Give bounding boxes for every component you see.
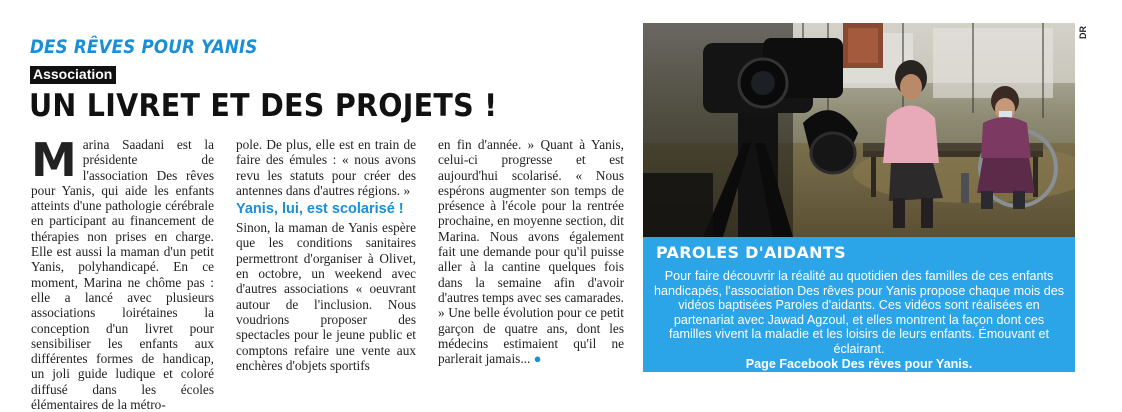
article-column-3 [438, 137, 624, 366]
column-3-text [438, 137, 624, 366]
article-kicker: DES RÊVES POUR YANIS [30, 36, 258, 58]
drop-cap: M [31, 133, 77, 187]
column-1-text: arina Saadani est la présidente de l'association Des rêves pour Yanis, qui aide les enfants atteints d'une pathologie cérébrale en participant au financement de thérapies non prises en charge. Elle est aussi la maman d'un petit Yanis, polyhandicapé. En ce moment, Marina ne chôme pas : elle a lancé avec plusieurs associations loirétaines la conception d'un livret pour sensibiliser les enfants aux différentes formes de handicap, un joli guide ludique et coloré diffusé dans les écoles élémentaires de la métro- [31, 137, 214, 412]
facebook-page-link[interactable]: Page Facebook Des rêves pour Yanis. [745, 356, 973, 371]
section-tag: Association [30, 66, 116, 84]
photo-illustration [643, 23, 1075, 237]
photo-credit: DR [1078, 26, 1088, 39]
sidebar-box [643, 237, 1075, 372]
column-3-body: en fin d'année. » Quant à Yanis, celui-ci progresse et est aujourd'hui scolarisé. « Nous espérons augmenter son temps de présence à l'école pour la rentrée prochaine, en moyenne section, dit Marina. Nous avons également fait une demande pour qu'il puisse aller à la cantine quelques fois dans la semaine afin d'avoir d'autres temps avec ses camarades. » Une belle évolution pour ce petit garçon de quatre ans, dont les médecins estimaient qu'il ne parlerait jamais... [438, 137, 624, 367]
article-column-2 [236, 137, 416, 373]
column-2-text-a: pole. De plus, elle est en train de faire des émules : « nous avons revu les statuts pour créer des antennes dans d'autres régions. » [236, 137, 416, 198]
column-2-text-b: Sinon, la maman de Yanis espère que les conditions sanitaires permettront d'organiser à Olivet, en octobre, un weekend avec d'autres associations « oeuvrant autour de l'inclusion. Nous voudrions proposer des spectacles pour le jeune public et comptons refaire une vente aux enchères d'objets sportifs [236, 220, 416, 373]
sidebar-box-title: PAROLES D'AIDANTS [656, 243, 846, 262]
sidebar-box-text [653, 269, 1065, 371]
sidebar-box-body: Pour faire découvrir la réalité au quotidien des familles de ces enfants handicapés, l'association Des rêves pour Yanis propose chaque mois des vidéos baptisées Paroles d'aidants. Ces vidéos sont réalisées en partenariat avec Jawad Agzoul, et elles montrent la façon dont ces familles vivent la maladie et les loisirs de leurs enfants. Émouvant et éclairant. [653, 269, 1065, 356]
article-column-1 [31, 133, 214, 412]
article-subhead: Yanis, lui, est scolarisé ! [236, 201, 404, 218]
end-mark-icon: ● [533, 351, 542, 367]
article-photo [643, 23, 1075, 237]
article-headline: UN LIVRET ET DES PROJETS ! [29, 88, 498, 124]
